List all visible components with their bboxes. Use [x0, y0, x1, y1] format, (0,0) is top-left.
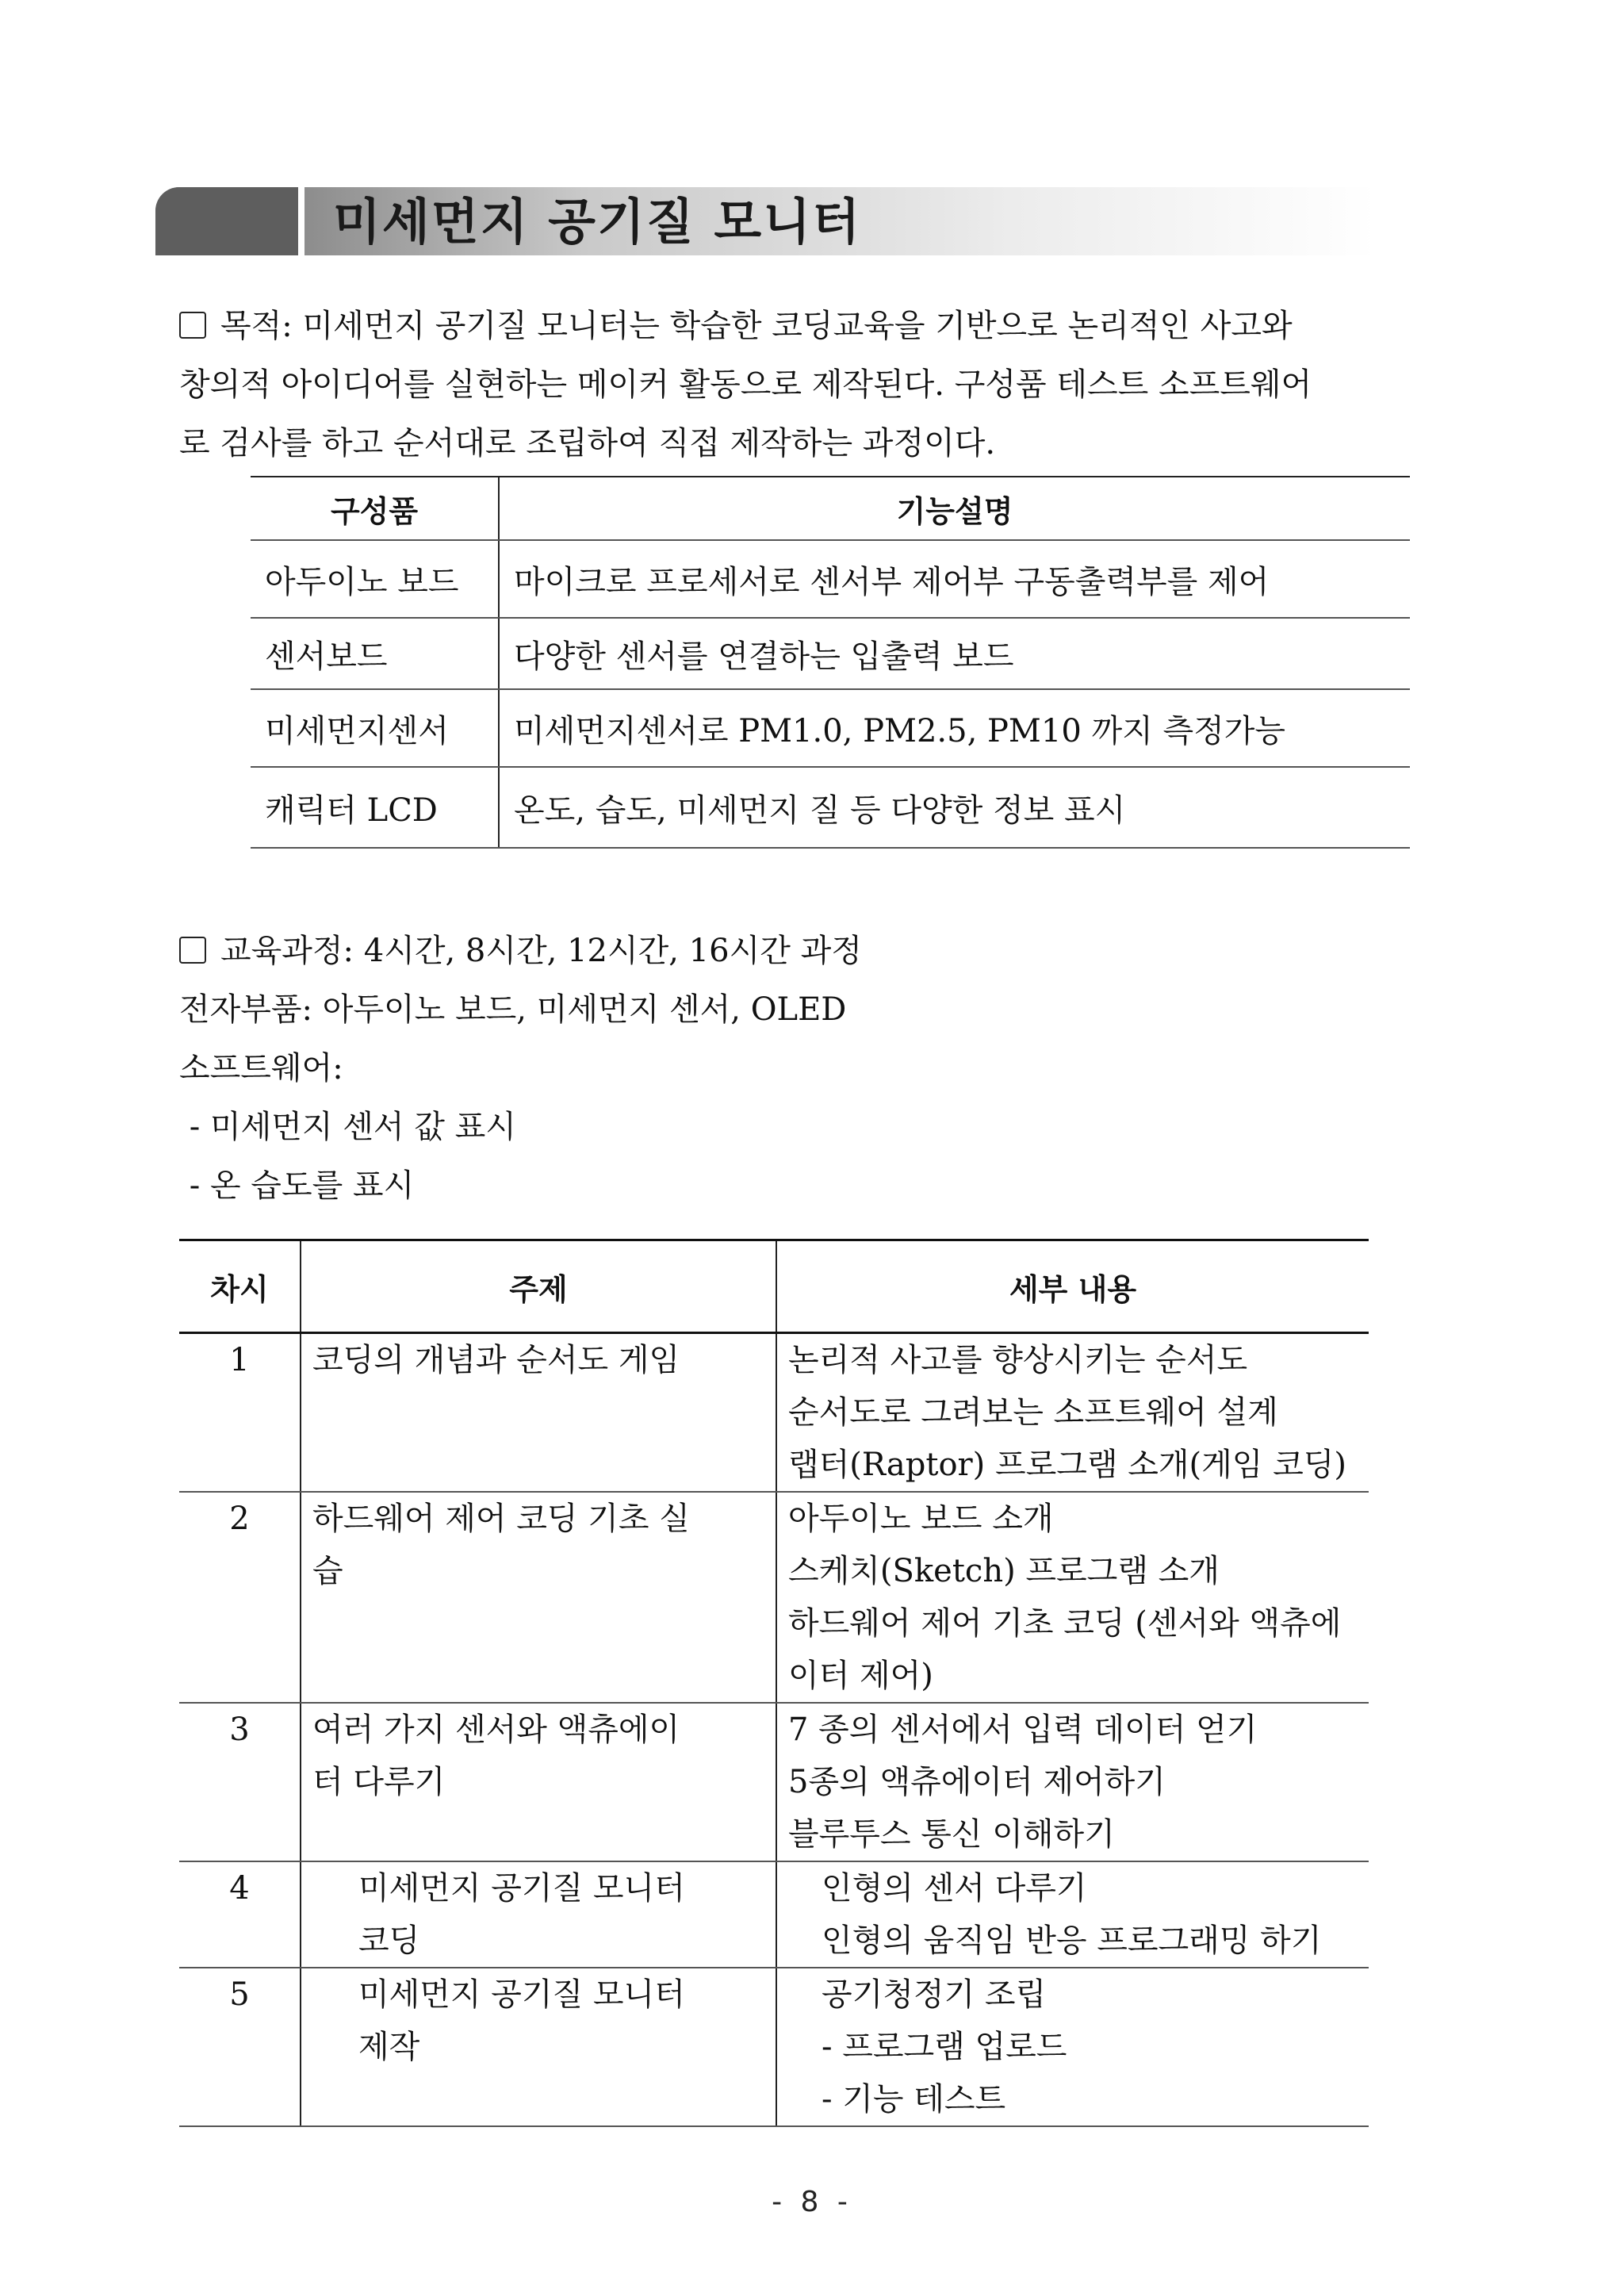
- topic-line: 하드웨어 제어 코딩 기초 실: [312, 1501, 690, 1537]
- detail-line: 공기청정기 조립: [822, 1976, 1047, 2013]
- purpose-line-2: 창의적 아이디어를 실현하는 메이커 활동으로 제작된다. 구성품 테스트 소프트웨어: [179, 366, 1312, 403]
- session-number: 5: [179, 1968, 301, 2126]
- component-name: 센서보드: [251, 618, 499, 689]
- session-topic: [301, 1861, 776, 1968]
- table-row: [179, 1968, 1369, 2126]
- detail-line: 5종의 액츄에이터 제어하기: [788, 1764, 1166, 1800]
- components-header-row: [251, 477, 1410, 540]
- detail-line: 인형의 센서 다루기: [822, 1870, 1087, 1907]
- table-row: [179, 1492, 1369, 1703]
- session-topic: [301, 1492, 776, 1703]
- title-banner-separator: [298, 187, 304, 255]
- session-details: [776, 1333, 1369, 1493]
- topic-line: 습: [312, 1553, 343, 1589]
- page-number: - 8 -: [772, 2186, 852, 2218]
- schedule-header-topic: 주제: [301, 1240, 776, 1333]
- page-title: 미세먼지 공기질 모니터: [333, 193, 862, 251]
- component-name: 아두이노 보드: [251, 540, 499, 618]
- table-row: [251, 540, 1410, 618]
- detail-line: 이터 제어): [788, 1658, 933, 1694]
- components-table: [251, 476, 1410, 849]
- components-header-col-1: 구성품: [251, 477, 499, 540]
- checkbox-icon: [179, 937, 206, 964]
- table-row: [251, 767, 1410, 848]
- detail-line: 하드웨어 제어 기초 코딩 (센서와 액츄에: [788, 1605, 1342, 1642]
- detail-line: 인형의 움직임 반응 프로그래밍 하기: [822, 1922, 1322, 1959]
- schedule-table: [179, 1239, 1369, 2127]
- component-description: 미세먼지센서로 PM1.0, PM2.5, PM10 까지 측정가능: [499, 689, 1410, 767]
- course-line-2: 전자부품: 아두이노 보드, 미세먼지 센서, OLED: [179, 991, 847, 1028]
- schedule-header-details: 세부 내용: [776, 1240, 1369, 1333]
- table-row: [179, 1861, 1369, 1968]
- detail-line: 아두이노 보드 소개: [788, 1501, 1054, 1537]
- detail-line: 스케치(Sketch) 프로그램 소개: [788, 1553, 1220, 1589]
- detail-line: 블루투스 통신 이해하기: [788, 1816, 1115, 1853]
- course-line-1: [179, 922, 1486, 980]
- topic-line: 터 다루기: [312, 1764, 446, 1800]
- purpose-line-1: [179, 297, 1486, 355]
- topic-line: 제작: [358, 2029, 420, 2065]
- topic-line: 미세먼지 공기질 모니터: [358, 1870, 685, 1907]
- title-banner-dark-tab: [155, 187, 298, 255]
- table-row: [179, 1333, 1369, 1493]
- session-topic: [301, 1333, 776, 1493]
- course-info: [179, 922, 1486, 1215]
- session-topic: [301, 1968, 776, 2126]
- schedule-header-row: [179, 1240, 1369, 1333]
- detail-line: 랩터(Raptor) 프로그램 소개(게임 코딩): [788, 1447, 1347, 1483]
- detail-line: - 프로그램 업로드: [822, 2029, 1067, 2065]
- detail-line: 7 종의 센서에서 입력 데이터 얻기: [788, 1711, 1258, 1748]
- components-header-col-2: 기능설명: [499, 477, 1410, 540]
- purpose-paragraph: [179, 297, 1486, 473]
- session-details: [776, 1861, 1369, 1968]
- purpose-line-1-content: 목적: 미세먼지 공기질 모니터는 학습한 코딩교육을 기반으로 논리적인 사고와: [220, 308, 1293, 344]
- detail-line: 순서도로 그려보는 소프트웨어 설계: [788, 1394, 1278, 1431]
- component-name: 캐릭터 LCD: [251, 767, 499, 848]
- session-number: 2: [179, 1492, 301, 1703]
- checkbox-icon: [179, 312, 206, 339]
- schedule-header-num: 차시: [179, 1240, 301, 1333]
- table-row: [179, 1703, 1369, 1861]
- table-row: [251, 618, 1410, 689]
- detail-line: - 기능 테스트: [822, 2081, 1006, 2118]
- session-details: [776, 1703, 1369, 1861]
- session-topic: [301, 1703, 776, 1861]
- session-details: [776, 1492, 1369, 1703]
- detail-line: 논리적 사고를 향상시키는 순서도: [788, 1342, 1248, 1378]
- component-description: 온도, 습도, 미세먼지 질 등 다양한 정보 표시: [499, 767, 1410, 848]
- topic-line: 여러 가지 센서와 액츄에이: [312, 1711, 680, 1748]
- course-line-3: 소프트웨어:: [179, 1050, 343, 1087]
- topic-line: 미세먼지 공기질 모니터: [358, 1976, 685, 2013]
- table-row: [251, 689, 1410, 767]
- topic-line: 코딩: [358, 1922, 420, 1959]
- purpose-line-3: 로 검사를 하고 순서대로 조립하여 직접 제작하는 과정이다.: [179, 425, 996, 462]
- session-number: 1: [179, 1333, 301, 1493]
- purpose-line-1-text: [179, 297, 1293, 355]
- session-number: 4: [179, 1861, 301, 1968]
- course-line-5: - 온 습도를 표시: [179, 1167, 415, 1204]
- session-details: [776, 1968, 1369, 2126]
- component-name: 미세먼지센서: [251, 689, 499, 767]
- course-line-1-content: 교육과정: 4시간, 8시간, 12시간, 16시간 과정: [220, 933, 862, 969]
- component-description: 마이크로 프로세서로 센서부 제어부 구동출력부를 제어: [499, 540, 1410, 618]
- course-line-4: - 미세먼지 센서 값 표시: [179, 1109, 516, 1145]
- session-number: 3: [179, 1703, 301, 1861]
- component-description: 다양한 센서를 연결하는 입출력 보드: [499, 618, 1410, 689]
- topic-line: 코딩의 개념과 순서도 게임: [312, 1342, 680, 1378]
